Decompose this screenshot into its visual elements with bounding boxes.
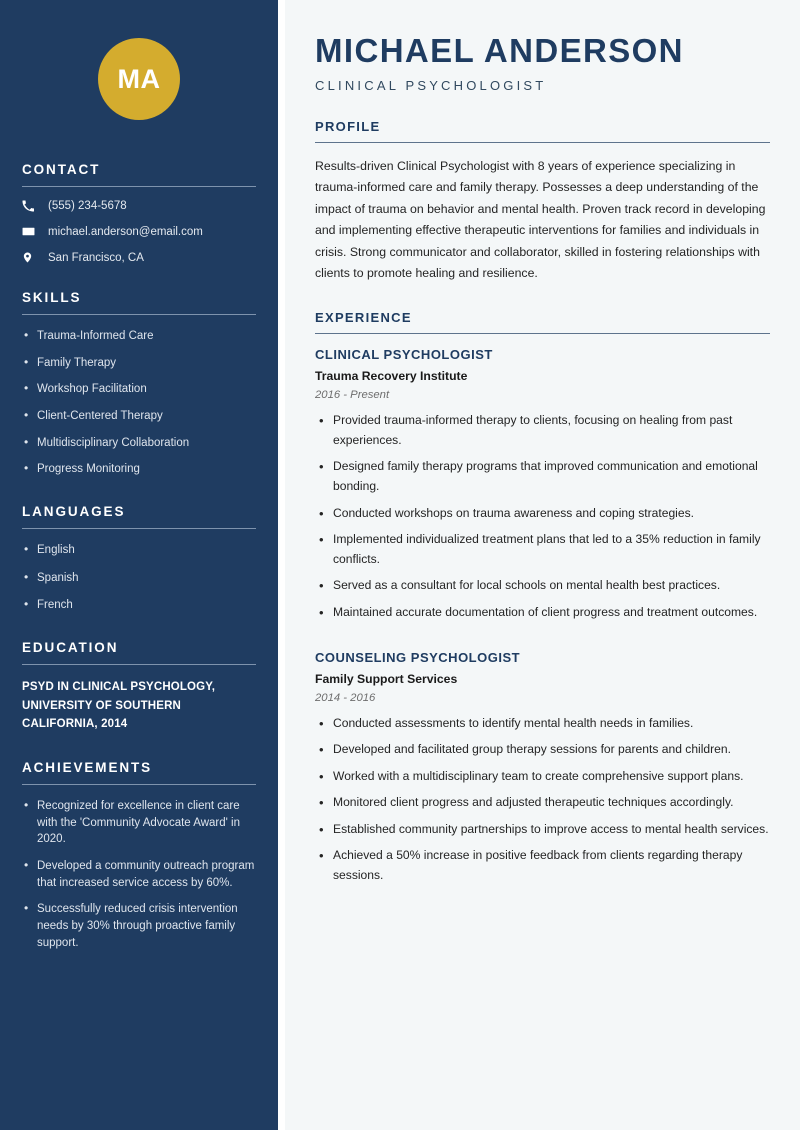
contact-location-value: San Francisco, CA	[48, 251, 144, 264]
list-item: • Workshop Facilitation	[22, 381, 256, 398]
sidebar-section-education	[22, 640, 256, 734]
skills-divider	[22, 314, 256, 315]
list-item: • Developed and facilitated group therapy sessions for parents and children.	[315, 740, 770, 760]
job-title: COUNSELING PSYCHOLOGIST	[315, 649, 521, 665]
sidebar-section-achievements	[22, 760, 256, 951]
profile-text: Results-driven Clinical Psychologist with 8 years of experience specializing in trauma-informed care and family therapy. Possesses a deep understanding of the impact of trauma on behavior and mental health. Proven track record in developing and implementing effective therapeutic interventions for families and individuals in crisis. Strong communicator and collaborator, skilled in fostering relationships with clients to promote healing and resilience.	[315, 158, 766, 280]
list-item: • Spanish	[22, 570, 256, 587]
achievements-heading: ACHIEVEMENTS	[22, 759, 153, 775]
avatar: MA	[98, 38, 180, 120]
contact-heading: CONTACT	[22, 162, 101, 177]
experience-divider	[315, 333, 770, 334]
list-item: • English	[22, 542, 256, 559]
list-item: • Worked with a multidisciplinary team to create comprehensive support plans.	[315, 767, 770, 787]
avatar-container	[22, 0, 256, 162]
list-item: • Successfully reduced crisis intervention needs by 30% through proactive family support.	[22, 901, 256, 951]
job-company: Trauma Recovery Institute	[315, 369, 468, 384]
phone-icon	[22, 200, 42, 212]
experience-entry	[315, 650, 770, 886]
main-section-experience	[315, 310, 770, 885]
main-content	[285, 0, 800, 1130]
list-item: • Multidisciplinary Collaboration	[22, 435, 256, 452]
education-divider	[22, 664, 256, 665]
list-item: • Conducted workshops on trauma awareness and coping strategies.	[315, 504, 770, 524]
spacer	[315, 630, 770, 650]
achievements-divider	[22, 784, 256, 785]
education-entry: PSYD IN CLINICAL PSYCHOLOGY, UNIVERSITY OF SOUTHERN CALIFORNIA, 2014	[22, 681, 216, 731]
education-heading: EDUCATION	[22, 640, 119, 656]
page-title: MICHAEL ANDERSON	[315, 32, 684, 69]
profile-heading: PROFILE	[315, 118, 381, 134]
list-item: • Recognized for excellence in client care with the 'Community Advocate Award' in 2020.	[22, 798, 256, 848]
list-item: • Established community partnerships to improve access to mental health services.	[315, 820, 770, 840]
job-bullet-list	[315, 714, 770, 886]
sidebar-section-contact	[22, 162, 256, 264]
sidebar-section-languages	[22, 504, 256, 614]
sidebar	[0, 0, 278, 1130]
contact-email-value: michael.anderson@email.com	[48, 225, 203, 238]
job-dates: 2016 - Present	[315, 389, 390, 402]
list-item: • Provided trauma-informed therapy to clients, focusing on healing from past experiences.	[315, 411, 770, 450]
skills-list	[22, 328, 256, 478]
map-pin-icon	[22, 251, 42, 264]
job-dates: 2014 - 2016	[315, 691, 376, 704]
job-bullet-list	[315, 411, 770, 622]
list-item: • Achieved a 50% increase in positive feedback from clients regarding therapy sessions.	[315, 846, 770, 885]
job-company: Family Support Services	[315, 671, 458, 686]
list-item: • Family Therapy	[22, 355, 256, 372]
list-item: • Conducted assessments to identify mental health needs in families.	[315, 714, 770, 734]
list-item: • Developed a community outreach program that increased service access by 60%.	[22, 858, 256, 891]
contact-item-email[interactable]	[22, 225, 256, 238]
column-gap	[278, 0, 285, 1130]
main-section-profile	[315, 119, 770, 284]
spacer	[315, 284, 770, 310]
header-job-title: CLINICAL PSYCHOLOGIST	[315, 77, 547, 93]
contact-divider	[22, 186, 256, 187]
list-item: • Progress Monitoring	[22, 461, 256, 478]
experience-entry	[315, 347, 770, 622]
skills-heading: SKILLS	[22, 290, 82, 305]
languages-heading: LANGUAGES	[22, 504, 126, 520]
envelope-icon	[22, 225, 42, 238]
list-item: • Trauma-Informed Care	[22, 328, 256, 345]
job-title: CLINICAL PSYCHOLOGIST	[315, 347, 493, 363]
list-item: • French	[22, 597, 256, 614]
languages-divider	[22, 528, 256, 529]
sidebar-section-skills	[22, 290, 256, 478]
experience-heading: EXPERIENCE	[315, 310, 412, 326]
languages-list	[22, 542, 256, 614]
list-item: • Maintained accurate documentation of client progress and treatment outcomes.	[315, 603, 770, 623]
profile-divider	[315, 142, 770, 143]
contact-phone-value: (555) 234-5678	[48, 200, 127, 212]
list-item: • Served as a consultant for local schools on mental health best practices.	[315, 576, 770, 596]
contact-item-phone[interactable]	[22, 200, 256, 212]
list-item: • Client-Centered Therapy	[22, 408, 256, 425]
list-item: • Designed family therapy programs that improved communication and emotional bonding.	[315, 457, 770, 496]
list-item: • Monitored client progress and adjusted therapeutic techniques accordingly.	[315, 793, 770, 813]
achievements-list	[22, 798, 256, 951]
contact-item-location[interactable]	[22, 251, 256, 264]
list-item: • Implemented individualized treatment plans that led to a 35% reduction in family conflicts.	[315, 530, 770, 569]
